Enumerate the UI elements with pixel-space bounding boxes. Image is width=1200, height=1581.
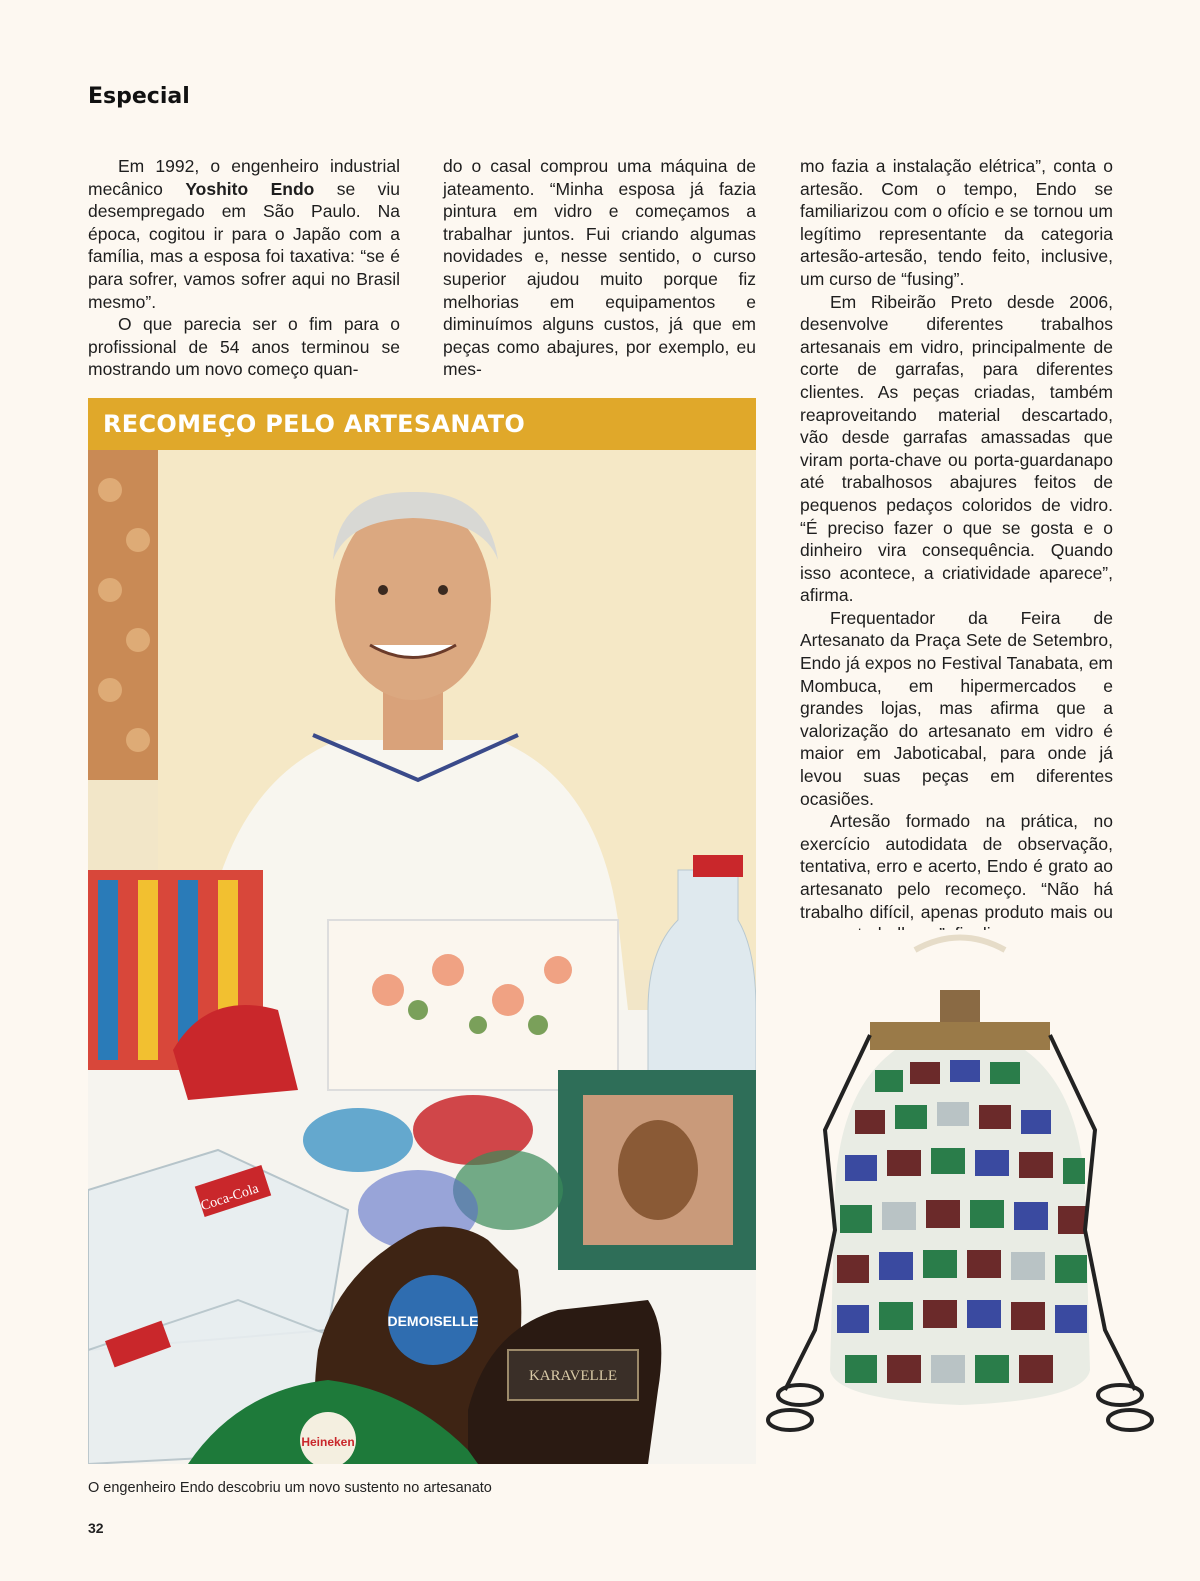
feature-box: [88, 398, 756, 1464]
coca-label: Coca-Cola: [199, 1181, 261, 1215]
paragraph: do o casal comprou uma máquina de jateamento. “Minha esposa já fazia pintura em vidro e começamos a trabalhar juntos. Fui criando algumas novidades e, nesse sentido, o curso superior ajudou muito porque fiz melhorias em equipamentos e diminuímos alguns custos, já que em peças como abajures, por exemplo, eu mes-: [443, 156, 756, 380]
article-column-1: [88, 155, 400, 381]
demoiselle-label: DEMOISELLE: [387, 1313, 479, 1329]
paragraph: [88, 155, 400, 313]
page-number: 32: [88, 1520, 104, 1536]
paragraph: O que parecia ser o fim para o profissional de 54 anos terminou se mostrando um novo começo quan-: [88, 314, 400, 380]
mosaic-jug-photo: [765, 930, 1155, 1475]
paragraph: Em Ribeirão Preto desde 2006, desenvolve diferentes trabalhos artesanais em vidro, principalmente de corte de garrafas, para diferentes clientes. As peças criadas, também reaproveitando material descartado, vão desde garrafas amassadas que viram porta-chave ou porta-guardanapo até trabalhosos abajures feitos de pequenos pedaços coloridos de vidro. “É preciso fazer o que se gosta e o dinheiro vira consequência. Quando isso acontece, a criatividade aparece”, afirma.: [800, 291, 1113, 606]
artisan-photo: [88, 450, 756, 1464]
karavelle-label: KARAVELLE: [528, 1368, 618, 1384]
person-name: Yoshito Endo: [185, 178, 315, 199]
paragraph-text: se viu desempregado em São Paulo. Na época, cogitou ir para o Japão com a família, mas a esposa foi taxativa: “se é para sofrer, vamos sofrer aqui no Brasil mesmo”.: [88, 178, 400, 312]
paragraph: Frequentador da Feira de Artesanato da Praça Sete de Setembro, Endo já expos no Festival Tanabata, em Mombuca, em hipermercados e grandes lojas, mas afirma que a valorização do artesanato em vidro é maior em Jaboticabal, para onde já levou suas peças em diferentes ocasiões.: [800, 607, 1113, 809]
paragraph-text: Em 1992, o engenheiro industrial mecânico: [88, 156, 400, 199]
photo-caption: O engenheiro Endo descobriu um novo sustento no artesanato: [88, 1480, 492, 1496]
feature-banner: RECOMEÇO PELO ARTESANATO: [88, 398, 756, 450]
paragraph: mo fazia a instalação elétrica”, conta o artesão. Com o tempo, Endo se familiarizou com o ofício e se tornou um legítimo representante da categoria artesão-artesão, tendo feito, inclusive, um curso de “fusing”.: [800, 156, 1113, 289]
article-column-2: [443, 155, 756, 381]
paragraph: Artesão formado na prática, no exercício autodidata de observação, tentativa, erro e acerto, Endo é grato ao artesanato pelo recomeço. “Não há trabalho difícil, apenas produto mais ou: [800, 811, 1113, 922]
section-label: Especial: [88, 84, 190, 109]
article-column-3: [800, 155, 1113, 946]
heineken-label: Heineken: [301, 1435, 355, 1449]
